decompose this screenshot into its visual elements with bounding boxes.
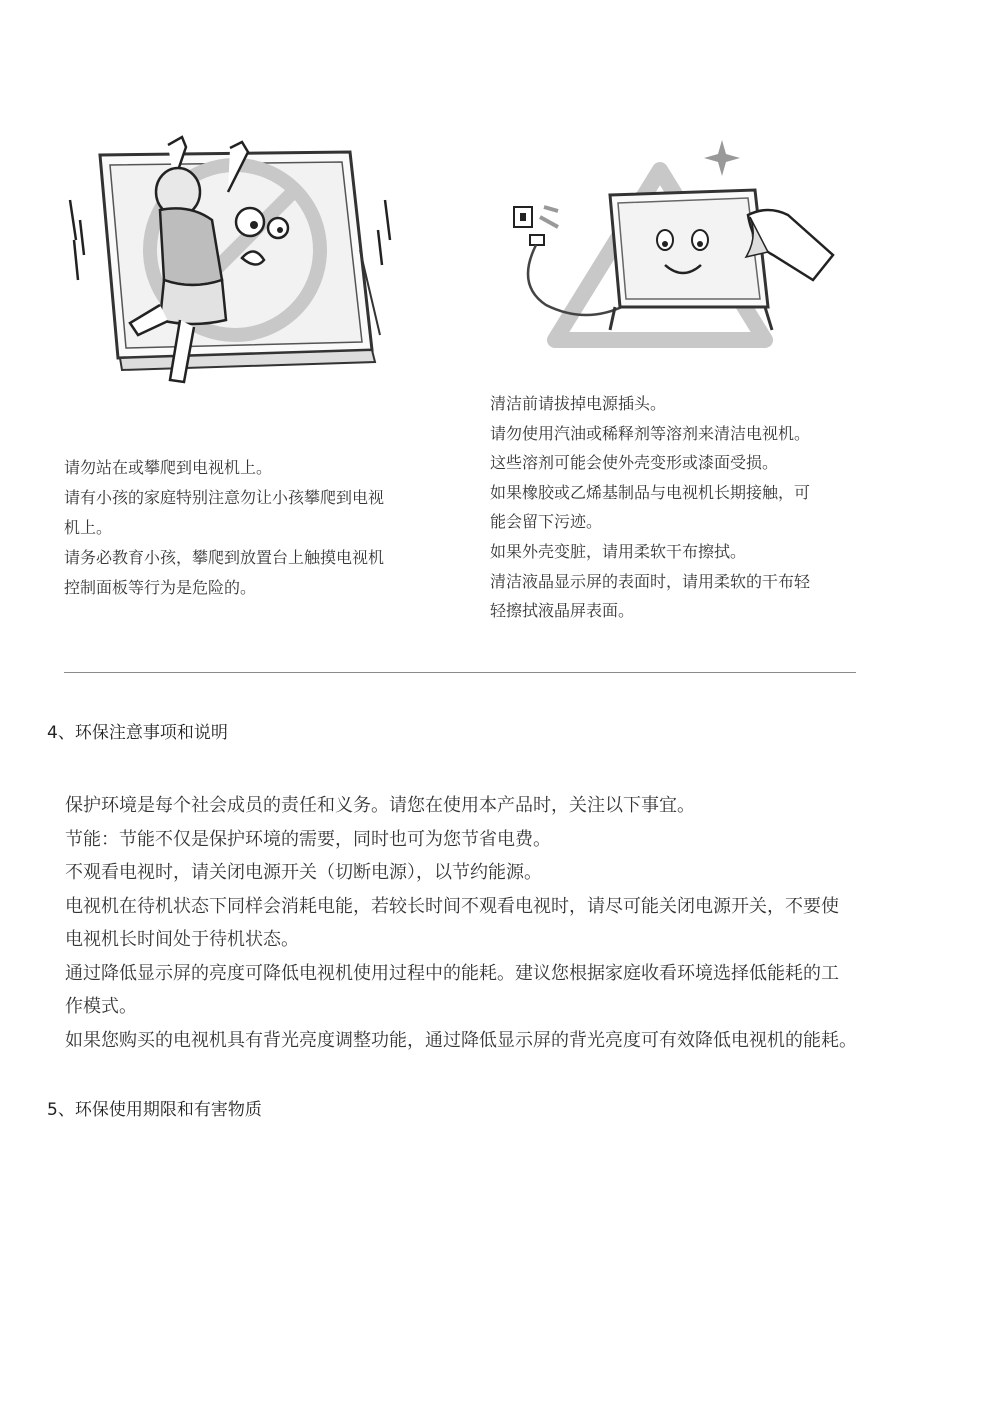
- section-5-title: 5、环保使用期限和有害物质: [47, 1100, 262, 1120]
- section-4-line: 通过降低显示屏的亮度可降低电视机使用过程中的能耗。建议您根据家庭收看环境选择低能耗的工: [65, 962, 839, 984]
- section-4-line: 节能：节能不仅是保护环境的需要，同时也可为您节省电费。: [65, 828, 551, 850]
- left-caption-line: 请勿站在或攀爬到电视机上。: [64, 458, 273, 477]
- section-4-body: [65, 789, 857, 1057]
- section-4-line: 不观看电视时，请关闭电源开关（切断电源），以节约能源。: [65, 862, 542, 883]
- section-4-line: 电视机长时间处于待机状态。: [65, 929, 299, 950]
- cleaning-tv-illustration: [500, 135, 850, 350]
- section-4-line: 保护环境是每个社会成员的责任和义务。请您在使用本产品时，关注以下事宜。: [65, 795, 695, 816]
- left-caption-line: 请有小孩的家庭特别注意勿让小孩攀爬到电视: [64, 488, 385, 507]
- section-4-line: 作模式。: [65, 996, 137, 1017]
- left-caption-line: 控制面板等行为是危险的。: [64, 578, 257, 597]
- section-4-line: 如果您购买的电视机具有背光亮度调整功能，通过降低显示屏的背光亮度可有效降低电视机的能耗。: [65, 1029, 857, 1051]
- section-4-title: 4、环保注意事项和说明: [47, 723, 228, 743]
- right-caption-line: 请勿使用汽油或稀释剂等溶剂来清洁电视机。: [490, 423, 811, 443]
- right-caption-line: 这些溶剂可能会使外壳变形或漆面受损。: [490, 453, 779, 473]
- right-caption-line: 清洁前请拔掉电源插头。: [490, 394, 667, 413]
- right-caption-line: 如果外壳变脏，请用柔软干布擦拭。: [490, 541, 747, 561]
- right-caption-line: 能会留下污迹。: [490, 512, 603, 532]
- right-caption-line: 清洁液晶显示屏的表面时，请用柔软的干布轻: [490, 571, 811, 591]
- left-caption-line: 请务必教育小孩，攀爬到放置台上触摸电视机: [64, 548, 385, 567]
- section-divider: [64, 672, 856, 673]
- left-caption: [64, 453, 384, 603]
- section-4-line: 电视机在待机状态下同样会消耗电能，若较长时间不观看电视时，请尽可能关闭电源开关，不要使: [65, 895, 839, 917]
- child-climbing-tv-illustration: [60, 130, 400, 400]
- right-caption-line: 如果橡胶或乙烯基制品与电视机长期接触，可: [490, 482, 811, 502]
- right-caption: [490, 389, 810, 626]
- right-caption-line: 轻擦拭液晶屏表面。: [490, 601, 635, 621]
- left-caption-line: 机上。: [64, 518, 113, 537]
